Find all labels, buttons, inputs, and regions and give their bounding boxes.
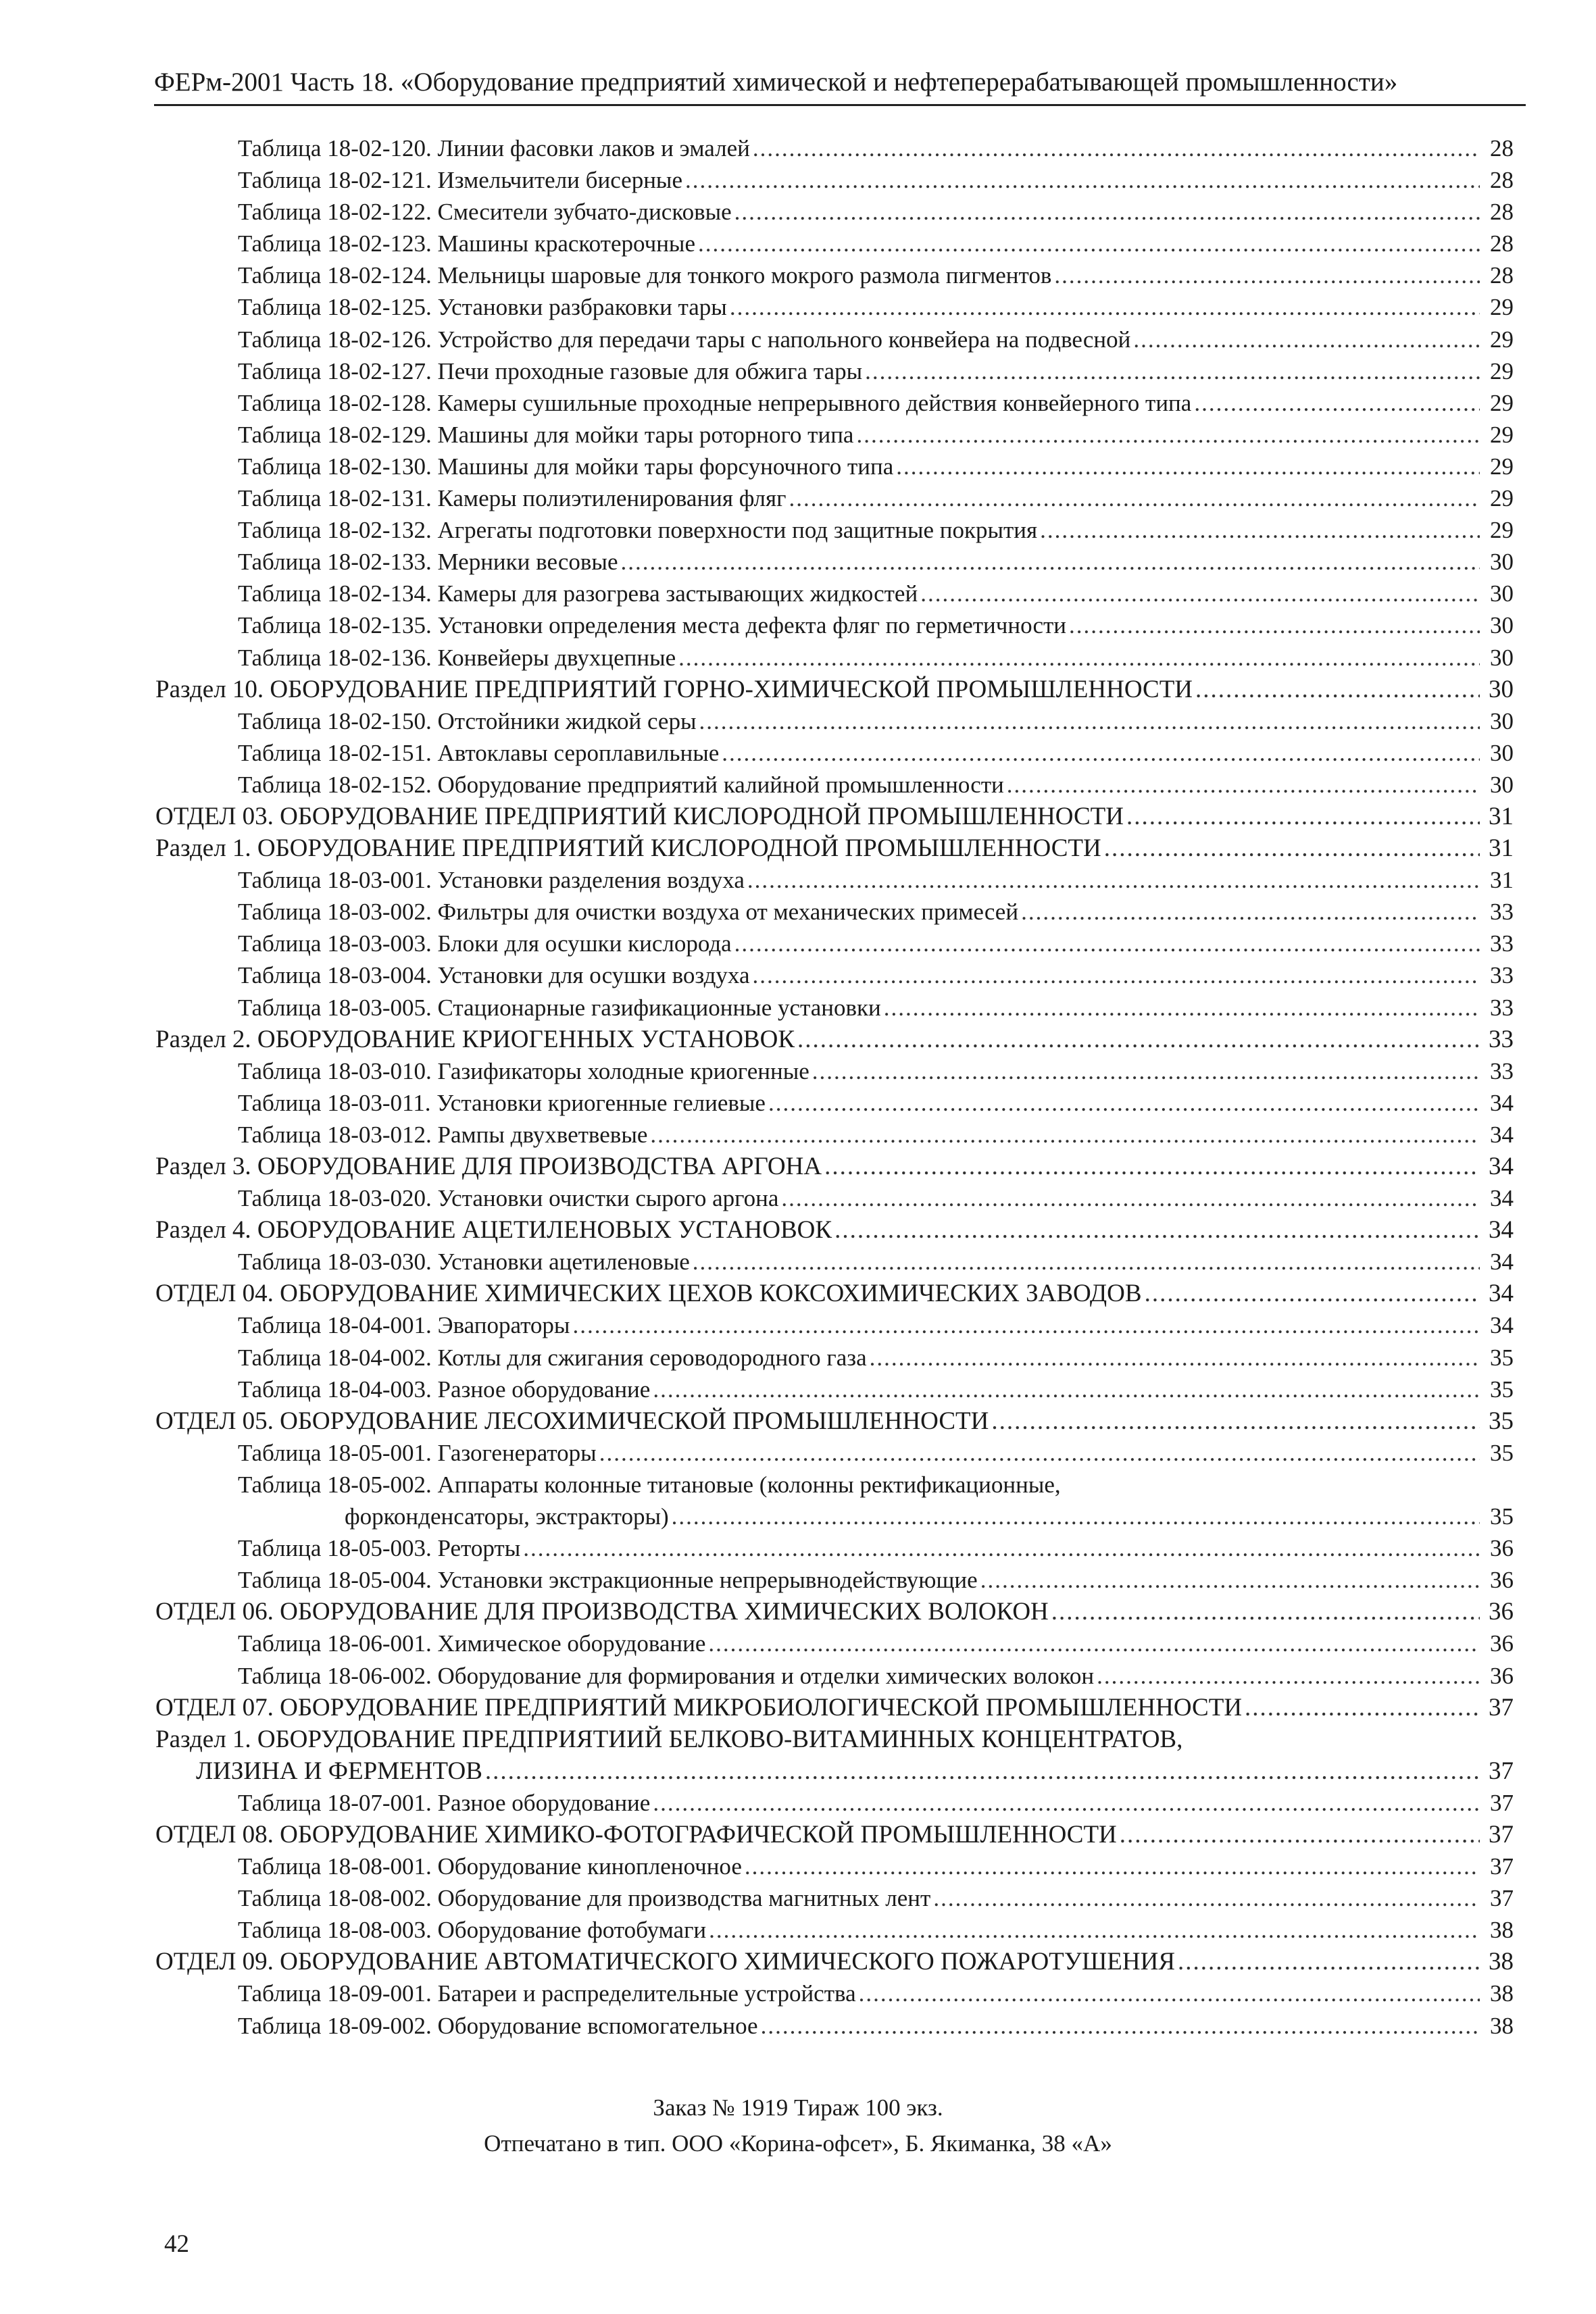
toc-page-number: 30 bbox=[1489, 675, 1514, 703]
toc-leader-dots bbox=[693, 1246, 1480, 1278]
header-title: ФЕРм-2001 Часть 18. «Оборудование предприятий химической и нефтеперерабатывающей промышленности» bbox=[154, 68, 1398, 97]
toc-page-number: 34 bbox=[1489, 1280, 1514, 1308]
toc-entry-title: Таблица 18-02-130. Машины для мойки тары форсуночного типа bbox=[238, 453, 894, 480]
toc-entry-title: ОТДЕЛ 09. ОБОРУДОВАНИЕ АВТОМАТИЧЕСКОГО ХИМИЧЕСКОГО ПОЖАРОТУШЕНИЯ bbox=[155, 1948, 1176, 1976]
toc-page-number: 30 bbox=[1490, 549, 1514, 576]
toc-entry bbox=[155, 1914, 1514, 1946]
toc-entry-title: ОТДЕЛ 07. ОБОРУДОВАНИЕ ПРЕДПРИЯТИЙ МИКРОБИОЛОГИЧЕСКОЙ ПРОМЫШЛЕННОСТИ bbox=[155, 1693, 1243, 1721]
toc-page-number: 33 bbox=[1490, 930, 1514, 957]
toc-page-number: 31 bbox=[1489, 834, 1514, 863]
toc-entry-title: Таблица 18-08-003. Оборудование фотобумаги bbox=[238, 1917, 707, 1944]
toc-entry bbox=[155, 737, 1514, 769]
toc-leader-dots bbox=[1178, 1946, 1480, 1978]
toc-entry-title: Таблица 18-05-002. Аппараты колонные титановые (колонны ректификационные, bbox=[238, 1471, 1061, 1498]
toc-entry bbox=[155, 132, 1514, 164]
toc-page-number: 37 bbox=[1489, 1820, 1514, 1848]
toc-entry bbox=[155, 864, 1514, 896]
toc-page-number: 29 bbox=[1490, 517, 1514, 544]
toc-page-number: 33 bbox=[1490, 962, 1514, 989]
toc-entry bbox=[155, 1469, 1514, 1501]
toc-leader-dots bbox=[1021, 896, 1480, 928]
toc-page-number: 34 bbox=[1490, 1249, 1514, 1276]
toc-page-number: 33 bbox=[1490, 994, 1514, 1021]
toc-leader-dots bbox=[698, 228, 1480, 259]
toc-entry bbox=[155, 769, 1514, 801]
toc-page-number: 34 bbox=[1490, 1185, 1514, 1212]
toc-entry bbox=[155, 1882, 1514, 1914]
toc-leader-dots bbox=[870, 1342, 1480, 1374]
toc-entry-title: Раздел 1. ОБОРУДОВАНИЕ ПРЕДПРИЯТИЙ КИСЛОРОДНОЙ ПРОМЫШЛЕННОСТИ bbox=[155, 834, 1101, 863]
toc-leader-dots bbox=[1195, 674, 1480, 705]
toc-entry bbox=[155, 355, 1514, 387]
toc-page-number: 35 bbox=[1490, 1503, 1514, 1530]
toc-entry bbox=[155, 1119, 1514, 1151]
toc-entry-title: Таблица 18-02-125. Установки разбраковки тары bbox=[238, 294, 727, 321]
toc-entry bbox=[155, 1660, 1514, 1692]
toc-leader-dots bbox=[653, 1787, 1480, 1819]
toc-page-number: 29 bbox=[1490, 453, 1514, 480]
toc-leader-dots bbox=[1054, 259, 1480, 291]
toc-leader-dots bbox=[708, 1628, 1480, 1659]
toc-page-number: 29 bbox=[1490, 389, 1514, 416]
toc-entry-title: Таблица 18-02-152. Оборудование предприятий калийной промышленности bbox=[238, 771, 1004, 798]
toc-page-number: 34 bbox=[1490, 1089, 1514, 1116]
toc-leader-dots bbox=[599, 1437, 1480, 1469]
toc-entry bbox=[155, 1851, 1514, 1882]
toc-leader-dots bbox=[865, 355, 1480, 387]
toc-entry bbox=[155, 1946, 1514, 1978]
toc-entry-title: Таблица 18-03-002. Фильтры для очистки воздуха от механических примесей bbox=[238, 899, 1019, 926]
toc-entry bbox=[155, 1532, 1514, 1564]
page-header bbox=[154, 65, 1526, 106]
toc-entry-title: Таблица 18-02-120. Линии фасовки лаков и эмалей bbox=[238, 135, 750, 161]
toc-entry bbox=[155, 514, 1514, 546]
toc-page-number: 29 bbox=[1490, 294, 1514, 321]
toc-entry bbox=[155, 1278, 1514, 1309]
toc-entry-title: Раздел 2. ОБОРУДОВАНИЕ КРИОГЕННЫХ УСТАНОВОК bbox=[155, 1025, 795, 1053]
toc-leader-dots bbox=[734, 196, 1480, 228]
toc-leader-dots bbox=[920, 578, 1480, 609]
toc-entry-title: Таблица 18-03-003. Блоки для осушки кислорода bbox=[238, 930, 732, 957]
toc-entry bbox=[155, 801, 1514, 832]
toc-entry-title: Таблица 18-02-127. Печи проходные газовые для обжига тары bbox=[238, 357, 863, 384]
toc-leader-dots bbox=[980, 1564, 1480, 1596]
toc-entry bbox=[155, 1755, 1514, 1787]
toc-entry-title: Таблица 18-05-001. Газогенераторы bbox=[238, 1439, 597, 1466]
toc-entry-title: Таблица 18-02-132. Агрегаты подготовки поверхности под защитные покрытия bbox=[238, 517, 1038, 544]
toc-entry-title: Раздел 1. ОБОРУДОВАНИЕ ПРЕДПРИЯТИИЙ БЕЛКОВО-ВИТАМИННЫХ КОНЦЕНТРАТОВ, bbox=[155, 1725, 1183, 1753]
toc-entry-title: Таблица 18-08-002. Оборудование для производства магнитных лент bbox=[238, 1885, 931, 1912]
toc-page-number: 35 bbox=[1489, 1407, 1514, 1435]
toc-page-number: 37 bbox=[1490, 1789, 1514, 1816]
toc-entry-title: Таблица 18-05-004. Установки экстракционные непрерывнодействующие bbox=[238, 1567, 978, 1594]
toc-entry-title: Таблица 18-02-151. Автоклавы сероплавильные bbox=[238, 739, 720, 766]
toc-entry bbox=[155, 2010, 1514, 2042]
toc-entry bbox=[155, 642, 1514, 674]
toc-entry bbox=[155, 1309, 1514, 1341]
toc-leader-dots bbox=[1126, 801, 1480, 832]
toc-entry bbox=[155, 164, 1514, 196]
toc-page-number: 30 bbox=[1490, 580, 1514, 607]
toc-page-number: 30 bbox=[1490, 771, 1514, 798]
toc-page-number: 28 bbox=[1490, 199, 1514, 226]
toc-entry-title: ОТДЕЛ 05. ОБОРУДОВАНИЕ ЛЕСОХИМИЧЕСКОЙ ПРОМЫШЛЕННОСТИ bbox=[155, 1407, 989, 1435]
toc-entry-title: Таблица 18-09-002. Оборудование вспомогательное bbox=[238, 2012, 758, 2039]
toc-entry bbox=[155, 959, 1514, 991]
toc-entry bbox=[155, 1405, 1514, 1437]
toc-page-number: 29 bbox=[1490, 421, 1514, 448]
toc-entry bbox=[155, 1246, 1514, 1278]
toc-entry bbox=[155, 1724, 1514, 1755]
toc-entry bbox=[155, 1819, 1514, 1851]
toc-entry bbox=[155, 674, 1514, 705]
toc-page-number: 35 bbox=[1490, 1344, 1514, 1371]
toc-entry-title: Таблица 18-08-001. Оборудование кинопленочное bbox=[238, 1853, 742, 1880]
toc-page-number: 37 bbox=[1489, 1757, 1514, 1785]
toc-page-number: 31 bbox=[1490, 867, 1514, 894]
toc-page-number: 36 bbox=[1490, 1630, 1514, 1657]
toc-leader-dots bbox=[1051, 1596, 1480, 1628]
toc-entry-title: Таблица 18-03-030. Установки ацетиленовые bbox=[238, 1249, 690, 1276]
toc-entry bbox=[155, 578, 1514, 609]
toc-entry bbox=[155, 1501, 1514, 1532]
toc-page-number: 29 bbox=[1490, 485, 1514, 512]
toc-leader-dots bbox=[752, 959, 1480, 991]
toc-leader-dots bbox=[789, 482, 1480, 514]
toc-entry bbox=[155, 1628, 1514, 1659]
toc-page-number: 33 bbox=[1490, 1057, 1514, 1084]
toc-entry bbox=[155, 419, 1514, 451]
toc-leader-dots bbox=[709, 1914, 1480, 1946]
toc-leader-dots bbox=[1040, 514, 1480, 546]
toc-entry-title: ОТДЕЛ 03. ОБОРУДОВАНИЕ ПРЕДПРИЯТИЙ КИСЛОРОДНОЙ ПРОМЫШЛЕННОСТИ bbox=[155, 802, 1124, 830]
toc-leader-dots bbox=[734, 928, 1480, 959]
toc-entry-title: Таблица 18-02-124. Мельницы шаровые для тонкого мокрого размола пигментов bbox=[238, 262, 1052, 289]
toc-page-number: 37 bbox=[1490, 1885, 1514, 1912]
toc-entry bbox=[155, 1024, 1514, 1055]
toc-leader-dots bbox=[761, 2010, 1480, 2042]
toc-entry bbox=[155, 1182, 1514, 1214]
toc-leader-dots bbox=[1245, 1692, 1480, 1724]
toc-entry bbox=[155, 291, 1514, 323]
toc-entry bbox=[155, 228, 1514, 259]
toc-leader-dots bbox=[1194, 387, 1480, 419]
toc-entry-title: Таблица 18-02-136. Конвейеры двухцепные bbox=[238, 644, 676, 671]
toc-page-number: 31 bbox=[1489, 802, 1514, 830]
toc-entry bbox=[155, 1437, 1514, 1469]
toc-entry-title: Таблица 18-03-012. Рампы двухветвевые bbox=[238, 1121, 648, 1148]
toc-entry bbox=[155, 482, 1514, 514]
toc-leader-dots bbox=[572, 1309, 1480, 1341]
toc-page-number: 38 bbox=[1490, 1917, 1514, 1944]
toc-page-number: 28 bbox=[1490, 230, 1514, 257]
toc-leader-dots bbox=[824, 1151, 1480, 1182]
toc-page-number: 36 bbox=[1490, 1662, 1514, 1689]
toc-entry-title: Таблица 18-09-001. Батареи и распределительные устройства bbox=[238, 1980, 856, 2007]
toc-entry-title: ОТДЕЛ 06. ОБОРУДОВАНИЕ ДЛЯ ПРОИЗВОДСТВА ХИМИЧЕСКИХ ВОЛОКОН bbox=[155, 1598, 1049, 1626]
toc-entry-title: Таблица 18-06-001. Химическое оборудование bbox=[238, 1630, 706, 1657]
toc-leader-dots bbox=[1120, 1819, 1480, 1851]
toc-leader-dots bbox=[859, 1978, 1480, 2009]
toc-leader-dots bbox=[1069, 609, 1480, 641]
toc-entry bbox=[155, 705, 1514, 737]
toc-entry bbox=[155, 1151, 1514, 1182]
toc-leader-dots bbox=[685, 164, 1480, 196]
toc-entry-title: Таблица 18-03-001. Установки разделения воздуха bbox=[238, 867, 745, 894]
toc-entry-title: форконденсаторы, экстракторы) bbox=[345, 1503, 669, 1530]
toc-entry-title: Таблица 18-02-122. Смесители зубчато-дисковые bbox=[238, 199, 732, 226]
imprint-order-line: Заказ № 1919 Тираж 100 экз. bbox=[653, 2094, 943, 2121]
toc-entry-title: Таблица 18-07-001. Разное оборудование bbox=[238, 1789, 651, 1816]
toc-page-number: 30 bbox=[1490, 644, 1514, 671]
toc-entry-title: Раздел 4. ОБОРУДОВАНИЕ АЦЕТИЛЕНОВЫХ УСТАНОВОК bbox=[155, 1216, 832, 1244]
page-number: 42 bbox=[164, 2230, 189, 2258]
toc-entry-title: ОТДЕЛ 04. ОБОРУДОВАНИЕ ХИМИЧЕСКИХ ЦЕХОВ КОКСОХИМИЧЕСКИХ ЗАВОДОВ bbox=[155, 1280, 1142, 1308]
toc-entry bbox=[155, 1978, 1514, 2009]
toc-leader-dots bbox=[1133, 324, 1480, 355]
toc-page-number: 34 bbox=[1489, 1153, 1514, 1180]
toc-leader-dots bbox=[834, 1214, 1480, 1246]
toc-page-number: 30 bbox=[1490, 707, 1514, 734]
toc-entry bbox=[155, 1214, 1514, 1246]
toc-entry bbox=[155, 832, 1514, 864]
toc-leader-dots bbox=[523, 1532, 1480, 1564]
toc-leader-dots bbox=[650, 1119, 1480, 1151]
toc-entry bbox=[155, 1055, 1514, 1087]
toc-entry-title: Таблица 18-04-002. Котлы для сжигания сероводородного газа bbox=[238, 1344, 867, 1371]
toc-leader-dots bbox=[722, 737, 1480, 769]
toc-page-number: 30 bbox=[1490, 612, 1514, 639]
toc-entry-title: Таблица 18-02-121. Измельчители бисерные bbox=[238, 167, 682, 194]
toc-entry bbox=[155, 1564, 1514, 1596]
toc-entry-title: Таблица 18-03-010. Газификаторы холодные криогенные bbox=[238, 1057, 809, 1084]
toc-page-number: 37 bbox=[1490, 1853, 1514, 1880]
toc-page-number: 28 bbox=[1490, 262, 1514, 289]
toc-leader-dots bbox=[884, 992, 1480, 1024]
toc-entry-title: Таблица 18-05-003. Реторты bbox=[238, 1535, 521, 1562]
toc-page-number: 37 bbox=[1489, 1693, 1514, 1721]
toc-leader-dots bbox=[730, 291, 1480, 323]
toc-page-number: 38 bbox=[1490, 1980, 1514, 2007]
toc-entry-title: Таблица 18-02-128. Камеры сушильные проходные непрерывного действия конвейерного типа bbox=[238, 389, 1192, 416]
toc-entry-title: ОТДЕЛ 08. ОБОРУДОВАНИЕ ХИМИКО-ФОТОГРАФИЧЕСКОЙ ПРОМЫШЛЕННОСТИ bbox=[155, 1820, 1117, 1848]
toc-entry-title: Таблица 18-02-129. Машины для мойки тары роторного типа bbox=[238, 421, 854, 448]
toc-entry-title: Таблица 18-02-135. Установки определения места дефекта фляг по герметичности bbox=[238, 612, 1067, 639]
toc-leader-dots bbox=[678, 642, 1480, 674]
toc-page-number: 33 bbox=[1490, 899, 1514, 926]
toc-page-number: 30 bbox=[1490, 739, 1514, 766]
toc-entry bbox=[155, 387, 1514, 419]
toc-entry bbox=[155, 1596, 1514, 1628]
toc-entry bbox=[155, 1342, 1514, 1374]
toc-leader-dots bbox=[1145, 1278, 1480, 1309]
toc-leader-dots bbox=[699, 705, 1480, 737]
toc-entry bbox=[155, 1787, 1514, 1819]
toc-leader-dots bbox=[1097, 1660, 1480, 1692]
toc-page-number: 34 bbox=[1489, 1216, 1514, 1244]
toc-leader-dots bbox=[620, 546, 1480, 578]
toc-page-number: 33 bbox=[1489, 1025, 1514, 1053]
toc-page-number: 35 bbox=[1490, 1376, 1514, 1403]
toc-entry-title: Таблица 18-03-020. Установки очистки сырого аргона bbox=[238, 1185, 779, 1212]
toc-entry-title: Таблица 18-03-004. Установки для осушки воздуха bbox=[238, 962, 750, 989]
toc-entry-title: Таблица 18-03-005. Стационарные газификационные установки bbox=[238, 994, 881, 1021]
toc-entry bbox=[155, 196, 1514, 228]
toc-leader-dots bbox=[745, 1851, 1480, 1882]
toc-leader-dots bbox=[797, 1024, 1480, 1055]
toc-leader-dots bbox=[747, 864, 1480, 896]
toc-entry bbox=[155, 928, 1514, 959]
toc-page-number: 36 bbox=[1490, 1567, 1514, 1594]
toc-page-number: 38 bbox=[1489, 1948, 1514, 1976]
toc-entry-title: Таблица 18-06-002. Оборудование для формирования и отделки химических волокон bbox=[238, 1662, 1095, 1689]
toc-page-number: 36 bbox=[1489, 1598, 1514, 1626]
toc-entry-title: Таблица 18-02-126. Устройство для передачи тары с напольного конвейера на подвесной bbox=[238, 326, 1131, 353]
toc-leader-dots bbox=[753, 132, 1480, 164]
toc-entry bbox=[155, 1087, 1514, 1119]
toc-leader-dots bbox=[856, 419, 1480, 451]
toc-leader-dots bbox=[933, 1882, 1480, 1914]
toc-page-number: 38 bbox=[1490, 2012, 1514, 2039]
toc-entry bbox=[155, 324, 1514, 355]
toc-entry-title: ЛИЗИНА И ФЕРМЕНТОВ bbox=[196, 1757, 482, 1785]
toc-entry-title: Таблица 18-02-150. Отстойники жидкой серы bbox=[238, 707, 697, 734]
imprint-printer-line: Отпечатано в тип. ООО «Корина-офсет», Б. Якиманка, 38 «А» bbox=[484, 2130, 1112, 2157]
toc-page-number: 29 bbox=[1490, 357, 1514, 384]
toc-leader-dots bbox=[653, 1374, 1480, 1405]
table-of-contents bbox=[155, 132, 1514, 2042]
toc-page-number: 36 bbox=[1490, 1535, 1514, 1562]
toc-entry-title: Таблица 18-02-123. Машины краскотерочные bbox=[238, 230, 695, 257]
toc-entry-title: Таблица 18-04-003. Разное оборудование bbox=[238, 1376, 651, 1403]
toc-entry-title: Таблица 18-02-131. Камеры полиэтиленирования фляг bbox=[238, 485, 787, 512]
toc-page-number: 28 bbox=[1490, 167, 1514, 194]
toc-entry bbox=[155, 1374, 1514, 1405]
toc-leader-dots bbox=[1007, 769, 1480, 801]
toc-entry bbox=[155, 259, 1514, 291]
toc-entry bbox=[155, 992, 1514, 1024]
toc-page-number: 35 bbox=[1490, 1439, 1514, 1466]
toc-leader-dots bbox=[672, 1501, 1480, 1532]
toc-entry-title: Раздел 3. ОБОРУДОВАНИЕ ДЛЯ ПРОИЗВОДСТВА АРГОНА bbox=[155, 1153, 822, 1180]
toc-entry bbox=[155, 896, 1514, 928]
toc-page-number: 34 bbox=[1490, 1312, 1514, 1339]
toc-leader-dots bbox=[991, 1405, 1480, 1437]
toc-entry-title: Таблица 18-03-011. Установки криогенные гелиевые bbox=[238, 1089, 766, 1116]
toc-leader-dots bbox=[1104, 832, 1480, 864]
toc-leader-dots bbox=[812, 1055, 1480, 1087]
toc-page-number: 29 bbox=[1490, 326, 1514, 353]
toc-entry-title: Таблица 18-02-133. Мерники весовые bbox=[238, 549, 618, 576]
toc-entry bbox=[155, 546, 1514, 578]
toc-leader-dots bbox=[896, 451, 1480, 482]
toc-entry-title: Раздел 10. ОБОРУДОВАНИЕ ПРЕДПРИЯТИЙ ГОРНО-ХИМИЧЕСКОЙ ПРОМЫШЛЕННОСТИ bbox=[155, 675, 1193, 703]
toc-entry-title: Таблица 18-02-134. Камеры для разогрева застывающих жидкостей bbox=[238, 580, 918, 607]
toc-entry bbox=[155, 451, 1514, 482]
toc-entry-title: Таблица 18-04-001. Эвапораторы bbox=[238, 1312, 570, 1339]
toc-entry bbox=[155, 1692, 1514, 1724]
toc-page-number: 34 bbox=[1490, 1121, 1514, 1148]
toc-leader-dots bbox=[781, 1182, 1480, 1214]
toc-leader-dots bbox=[485, 1755, 1480, 1787]
toc-entry bbox=[155, 609, 1514, 641]
toc-leader-dots bbox=[768, 1087, 1480, 1119]
toc-page-number: 28 bbox=[1490, 135, 1514, 161]
